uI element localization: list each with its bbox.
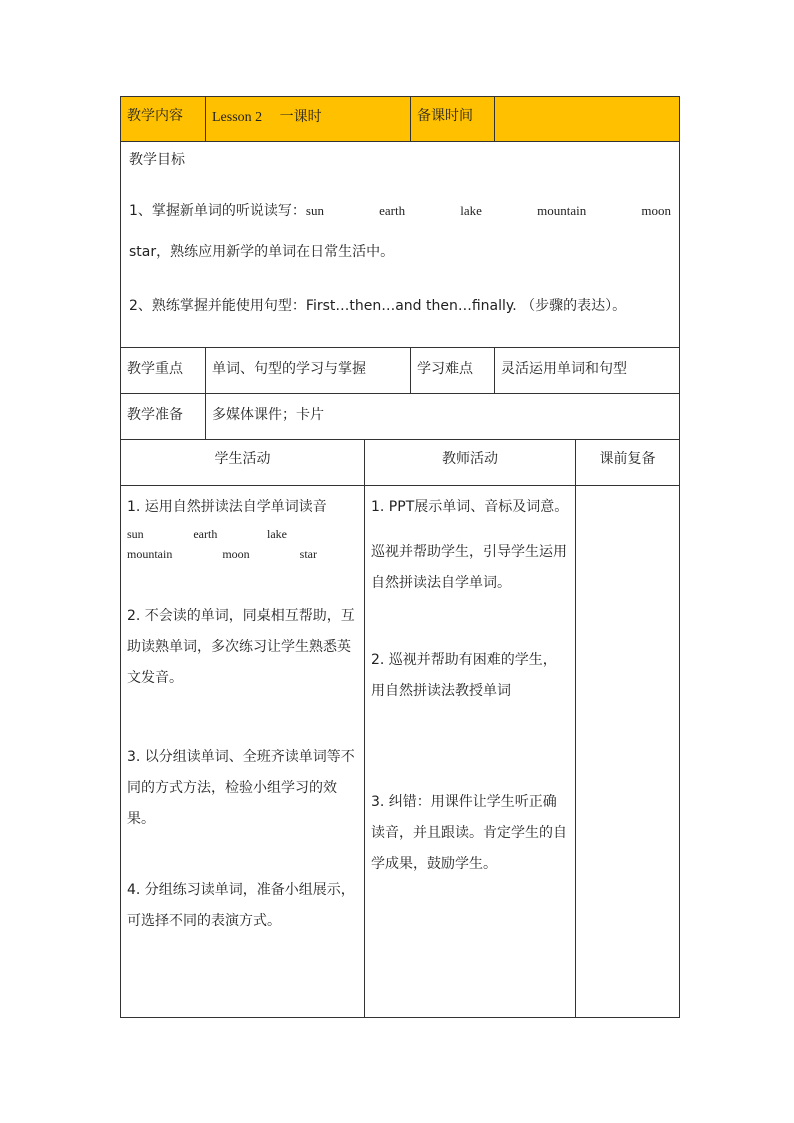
teacher-step-1b: 巡视并帮助学生，引导学生运用自然拼读法自学单词。 bbox=[371, 544, 567, 591]
word: sun bbox=[127, 527, 144, 541]
goal-1-line2: star，熟练应用新学的单词在日常生活中。 bbox=[129, 244, 395, 260]
goal-1-words bbox=[306, 203, 671, 219]
difficulty-value: 灵活运用单词和句型 bbox=[494, 348, 679, 393]
review-header: 课前复备 bbox=[575, 440, 679, 485]
focus-label: 教学重点 bbox=[127, 361, 183, 377]
teacher-step-1a: 1. PPT展示单词、音标及词意。 bbox=[371, 499, 569, 515]
teacher-step-3: 3. 纠错：用课件让学生听正确读音，并且跟读。肯定学生的自学成果，鼓励学生。 bbox=[371, 794, 567, 872]
word: star bbox=[299, 547, 317, 561]
lesson-plan-table bbox=[120, 96, 680, 1018]
word: moon bbox=[641, 203, 671, 218]
lesson-value: Lesson 2 一课时 bbox=[205, 97, 410, 141]
goal-1-prefix: 1、掌握新单词的听说读写： bbox=[129, 203, 306, 219]
student-step-4: 4. 分组练习读单词，准备小组展示，可选择不同的表演方式。 bbox=[127, 882, 355, 929]
student-step-1: 1. 运用自然拼读法自学单词读音 bbox=[127, 499, 327, 515]
student-step-1-words bbox=[127, 523, 358, 565]
word: moon bbox=[222, 547, 250, 561]
focus-value: 单词、句型的学习与掌握 bbox=[205, 348, 410, 393]
student-activities bbox=[121, 486, 364, 1017]
student-step-3: 3. 以分组读单词、全班齐读单词等不同的方式方法，检验小组学习的效果。 bbox=[127, 749, 355, 827]
word: sun bbox=[305, 203, 324, 218]
goals-title: 教学目标 bbox=[129, 152, 185, 168]
teacher-activities bbox=[364, 486, 575, 1017]
prep-time-label: 备课时间 bbox=[410, 97, 494, 141]
review-cell bbox=[575, 486, 679, 1017]
focus-row bbox=[120, 348, 680, 394]
prep-row bbox=[120, 394, 680, 440]
student-step-2: 2. 不会读的单词，同桌相互帮助，互助读熟单词，多次练习让学生熟悉英文发音。 bbox=[127, 608, 355, 686]
goals-row bbox=[120, 142, 680, 348]
content-label: 教学内容 bbox=[127, 108, 183, 124]
word: mountain bbox=[537, 203, 587, 218]
activity-header-row bbox=[120, 440, 680, 486]
difficulty-label: 学习难点 bbox=[410, 348, 494, 393]
word: lake bbox=[460, 203, 482, 218]
activity-body-row bbox=[120, 486, 680, 1018]
prep-time-value bbox=[494, 97, 679, 141]
prep-label: 教学准备 bbox=[127, 407, 183, 423]
word: earth bbox=[193, 527, 218, 541]
goal-2: 2、熟练掌握并能使用句型：First…then…and then…finally. （步骤的表达）。 bbox=[129, 298, 627, 314]
word: lake bbox=[267, 527, 287, 541]
prep-value: 多媒体课件；卡片 bbox=[205, 394, 679, 439]
student-activity-header: 学生活动 bbox=[214, 451, 271, 467]
teacher-step-2: 2. 巡视并帮助有困难的学生，用自然拼读法教授单词 bbox=[371, 652, 557, 699]
teacher-activity-header: 教师活动 bbox=[364, 440, 575, 485]
header-row bbox=[120, 96, 680, 142]
word: mountain bbox=[127, 547, 173, 561]
word: earth bbox=[379, 203, 406, 218]
